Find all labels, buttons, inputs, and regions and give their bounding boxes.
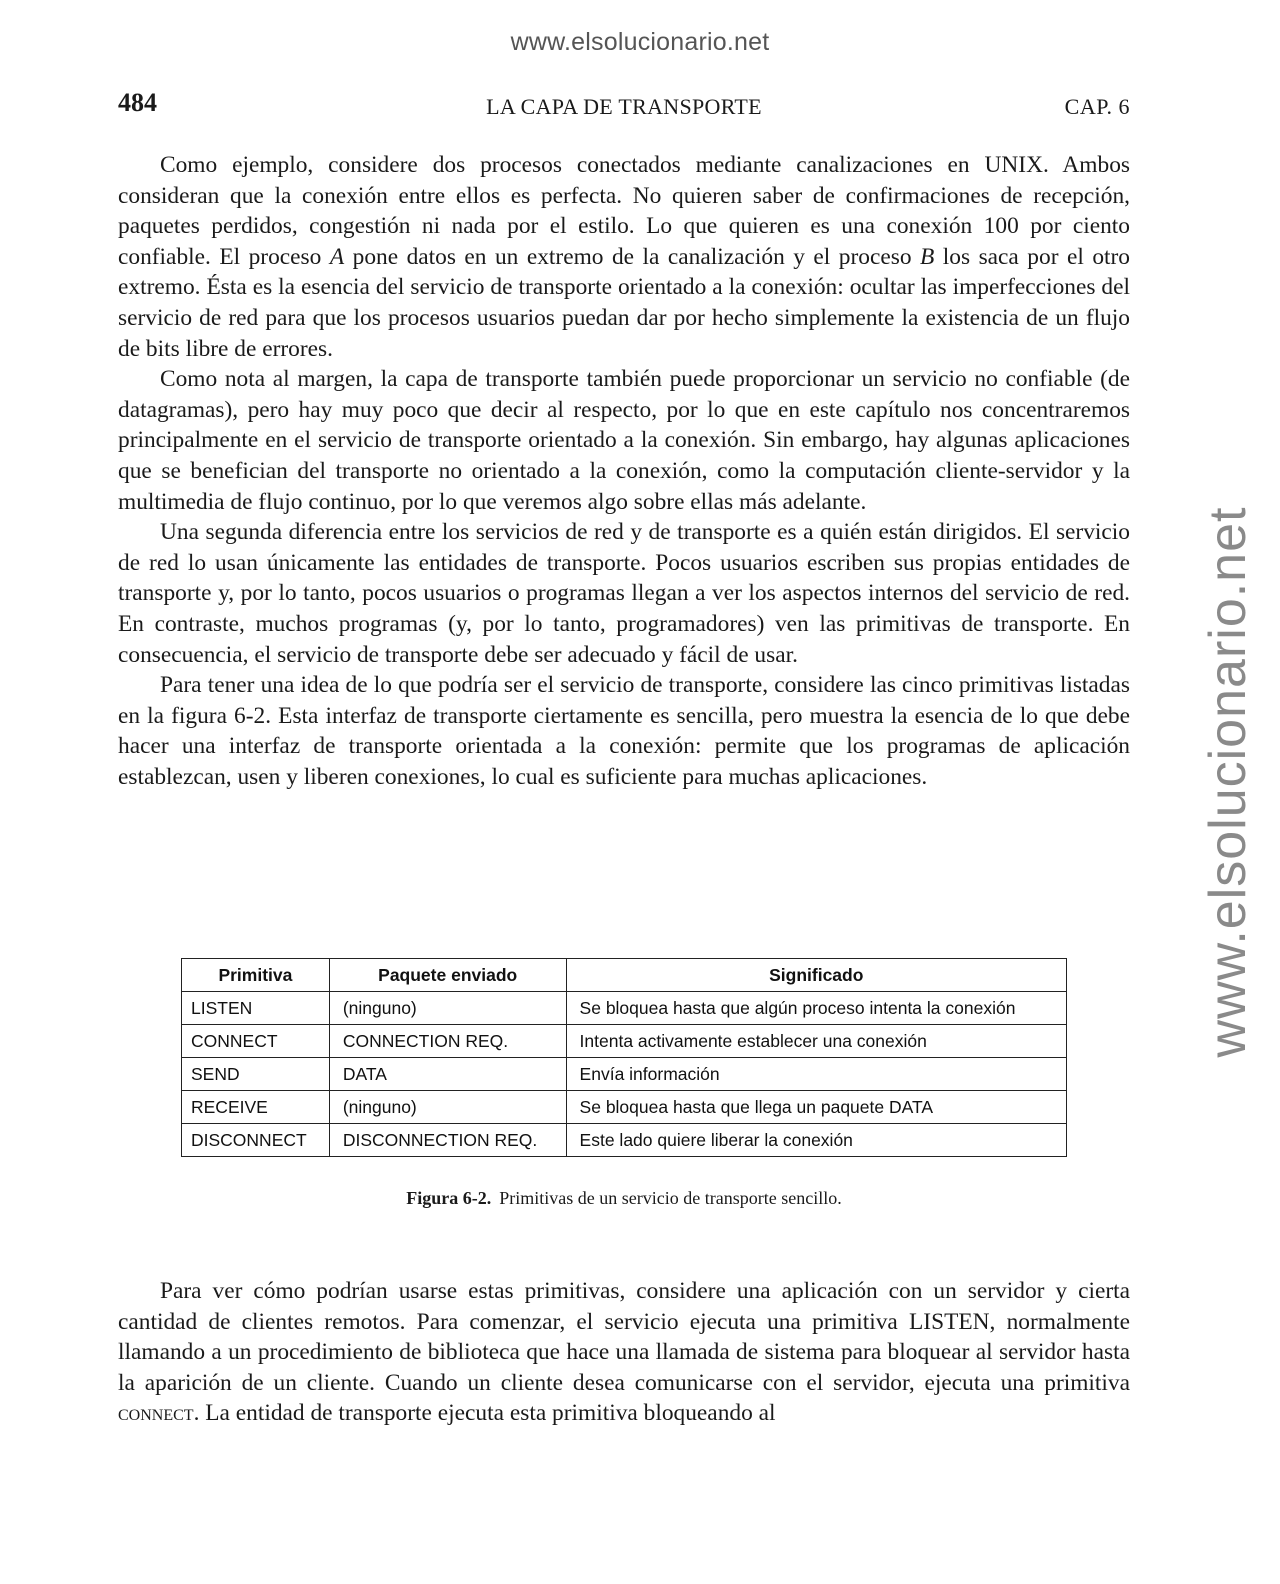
table-row [182, 1025, 1067, 1058]
column-header-paquete: Paquete enviado [329, 959, 566, 992]
table-cell-packet: DATA [329, 1058, 566, 1091]
table-row [182, 1124, 1067, 1157]
table-cell-meaning: Se bloquea hasta que llega un paquete DATA [566, 1091, 1066, 1124]
table-cell-packet: CONNECTION REQ. [329, 1025, 566, 1058]
paragraph-5-text-a: Para ver cómo podrían usarse estas primitivas, considere una aplicación con un servidor y cierta cantidad de clientes remotos. Para comenzar, el servicio ejecuta una primitiva LISTEN, normalmente llamando a un procedimiento de biblioteca que hace una llamada de sistema para bloquear al servidor hasta la aparición de un cliente. Cuando un cliente desea comunicarse con el servidor, ejecuta una primitiva [118, 1278, 1130, 1396]
table-cell-primitive: DISCONNECT [182, 1124, 330, 1157]
chapter-ref: CAP. 6 [1064, 94, 1130, 119]
table-cell-primitive: CONNECT [182, 1025, 330, 1058]
primitives-table [181, 958, 1067, 1157]
column-header-significado: Significado [566, 959, 1066, 992]
process-a-variable: A [329, 243, 345, 270]
watermark-top: www.elsolucionario.net [510, 28, 770, 56]
table-cell-packet: (ninguno) [329, 992, 566, 1025]
table-row [182, 1091, 1067, 1124]
paragraph-2: Como nota al margen, la capa de transporte también puede proporcionar un servicio no confiable (de datagramas), pero hay muy poco que decir al respecto, por lo que en este capítulo nos concentraremos principalmente en el servicio de transporte orientado a la conexión. Sin embargo, hay algunas aplicaciones que se benefician del transporte no orientado a la conexión, como la computación cliente-servidor y la multimedia de flujo continuo, por lo que veremos algo sobre ellas más adelante. [118, 366, 1130, 515]
figure-caption-text: Primitivas de un servicio de transporte sencillo. [499, 1188, 842, 1208]
paragraph-3: Una segunda diferencia entre los servicios de red y de transporte es a quién están dirigidos. El servicio de red lo usan únicamente las entidades de transporte. Pocos usuarios escriben sus propias entidades de transporte y, por lo tanto, pocos usuarios o programas llegan a ver los aspectos internos del servicio de red. En contraste, muchos programas (y, por lo tanto, programadores) ven las primitivas de transporte. En consecuencia, el servicio de transporte debe ser adecuado y fácil de usar. [118, 519, 1130, 668]
running-head [118, 88, 1130, 122]
chapter-title: LA CAPA DE TRANSPORTE [486, 94, 762, 119]
paragraph-4: Para tener una idea de lo que podría ser el servicio de transporte, considere las cinco primitivas listadas en la figura 6-2. Esta interfaz de transporte ciertamente es sencilla, pero muestra la esencia de lo que debe hacer una interfaz de transporte orientada a la conexión: permite que los programas de aplicación establezcan, usen y liberen conexiones, lo cual es suficiente para muchas aplicaciones. [118, 672, 1130, 790]
paragraph-1-text-b: pone datos en un extremo de la canalización y el proceso [344, 243, 921, 270]
body-text-top [118, 150, 1130, 792]
table-cell-meaning: Intenta activamente establecer una conexión [566, 1025, 1066, 1058]
table-cell-packet: (ninguno) [329, 1091, 566, 1124]
page-number: 484 [118, 88, 157, 117]
body-text-bottom [118, 1276, 1130, 1429]
table-cell-meaning: Envía información [566, 1058, 1066, 1091]
table-cell-primitive: SEND [182, 1058, 330, 1091]
process-b-variable: B [920, 243, 935, 270]
table-cell-meaning: Se bloquea hasta que algún proceso intenta la conexión [566, 992, 1066, 1025]
paragraph-5-text-b: . La entidad de transporte ejecuta esta primitiva bloqueando al [193, 1400, 776, 1427]
paragraph-1-text-c: los saca por el otro extremo. Ésta es la esencia del servicio de transporte orientado a la conexión: ocultar las imperfecciones del servicio de red para que los procesos usuarios puedan dar por hecho simplemente la existencia de un flujo de bits libre de errores. [118, 243, 1130, 362]
table-cell-packet: DISCONNECTION REQ. [329, 1124, 566, 1157]
figure-caption [0, 1188, 1248, 1209]
connect-small-caps: connect [118, 1400, 194, 1427]
table-cell-primitive: LISTEN [182, 992, 330, 1025]
table-row [182, 1058, 1067, 1091]
table-row [182, 992, 1067, 1025]
figure-caption-label: Figura 6-2. [406, 1188, 492, 1208]
watermark-side: www.elsolucionario.net [1199, 506, 1257, 1058]
table-cell-meaning: Este lado quiere liberar la conexión [566, 1124, 1066, 1157]
paragraph-1 [118, 150, 1130, 364]
paragraph-1-text-a: Como ejemplo, considere dos procesos conectados mediante canalizaciones en UNIX. Ambos consideran que la conexión entre ellos es perfecta. No quieren saber de confirmaciones de recepción, paquetes perdidos, congestión ni nada por el estilo. Lo que quieren es una conexión 100 por ciento confiable. El proceso [118, 152, 1130, 270]
paragraph-5 [118, 1276, 1130, 1429]
table-cell-primitive: RECEIVE [182, 1091, 330, 1124]
table-header-row [182, 959, 1067, 992]
column-header-primitiva: Primitiva [182, 959, 330, 992]
